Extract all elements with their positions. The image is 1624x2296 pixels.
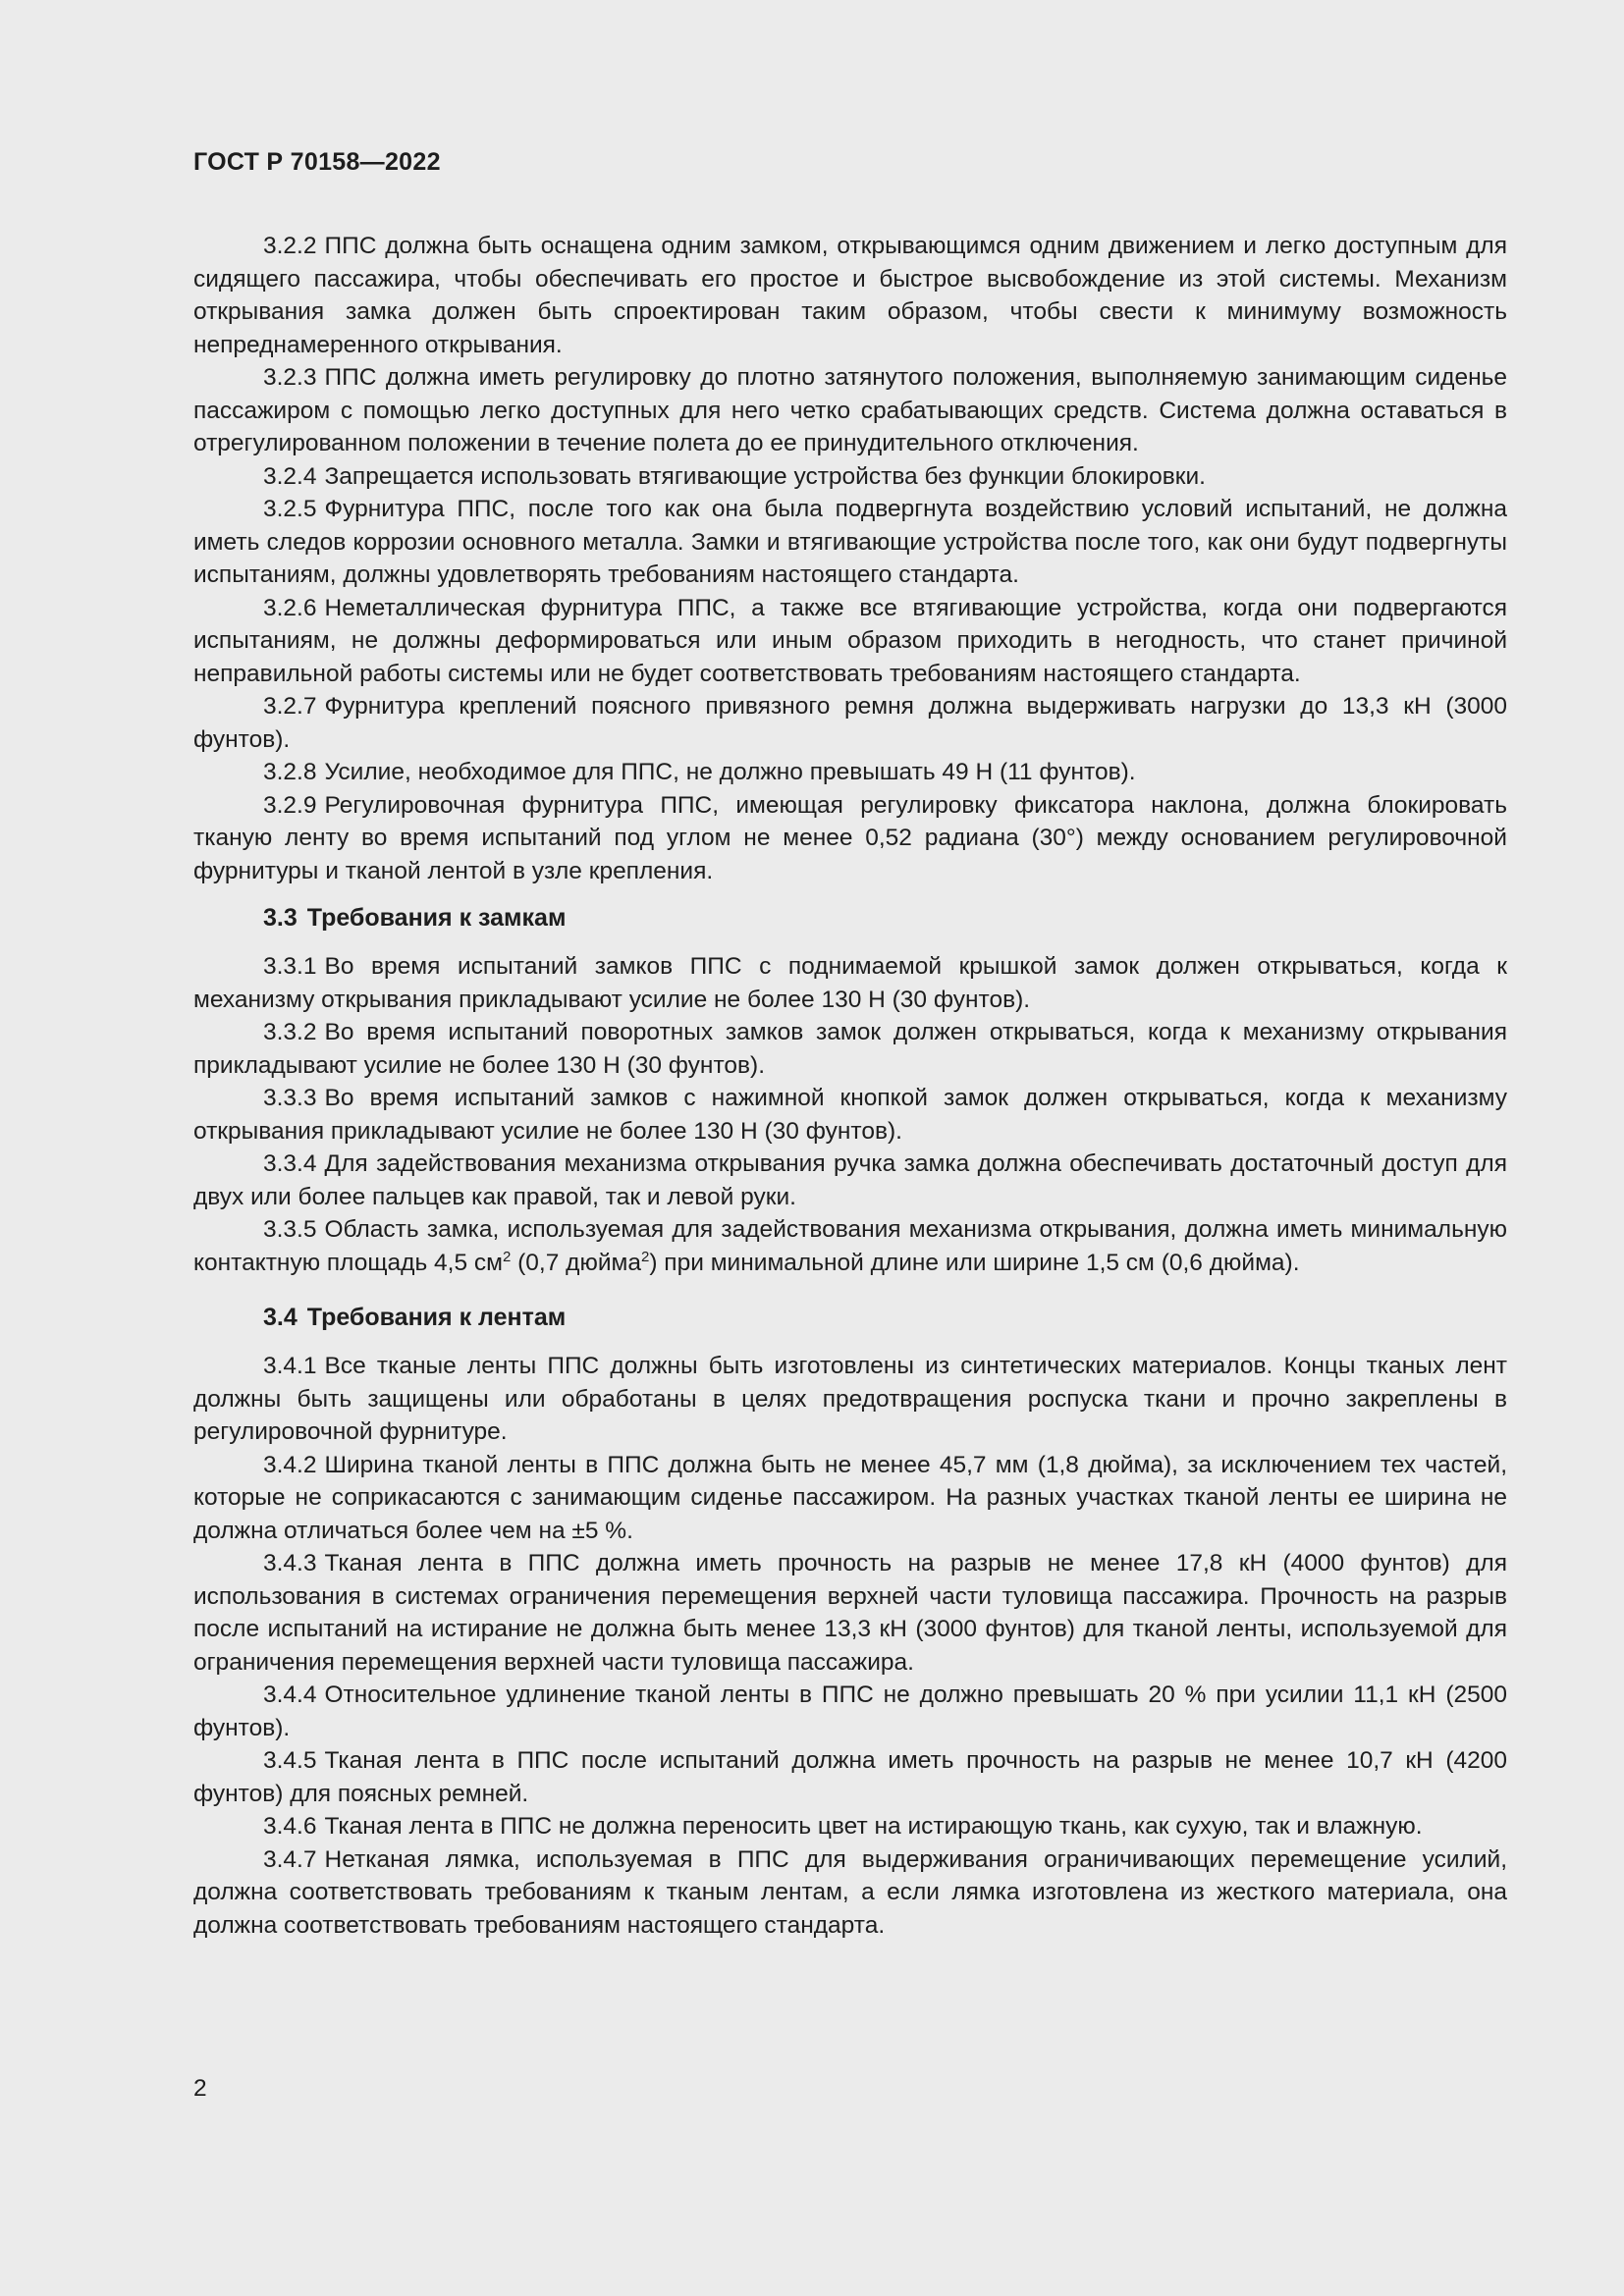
clause-3-2-7 bbox=[193, 690, 1507, 756]
clause-3-4-3 bbox=[193, 1547, 1507, 1679]
clause-number: 3.2.5 bbox=[263, 496, 317, 522]
clause-number: 3.2.8 bbox=[263, 759, 317, 785]
clause-text: Тканая лента в ППС не должна переносить цвет на истирающую ткань, как сухую, так и влажную. bbox=[324, 1813, 1423, 1840]
clause-number: 3.4.7 bbox=[263, 1845, 317, 1873]
section-title: Требования к лентам bbox=[306, 1304, 567, 1331]
clause-number: 3.4.1 bbox=[263, 1353, 317, 1379]
clause-text: Фурнитура ППС, после того как она была подвергнута воздействию условий испытаний, не должна иметь следов коррозии основного металла. Замки и втягивающие устройства после того, как они будут подвергнуты испытаниям, должны удовлетворять требованиям настоящего стандарта. bbox=[193, 496, 1507, 588]
clause-text: Ширина тканой ленты в ППС должна быть не менее 45,7 мм (1,8 дюйма), за исключением тех частей, которые не соприкасаются с занимающим сиденье пассажиром. На разных участках тканой ленты ее ширина не должна отличаться более чем на ±5 %. bbox=[193, 1451, 1507, 1544]
clause-3-4-1 bbox=[193, 1350, 1507, 1449]
clause-number: 3.4.2 bbox=[263, 1451, 317, 1478]
clause-text: Усилие, необходимое для ППС, не должно превышать 49 Н (11 фунтов). bbox=[324, 759, 1136, 785]
clause-3-2-5 bbox=[193, 493, 1507, 592]
clause-3-3-3 bbox=[193, 1082, 1507, 1148]
clause-text: ППС должна иметь регулировку до плотно затянутого положения, выполняемую занимающим сиденье пассажиром с помощью легко доступных для него четко срабатывающих средств. Система должна оставаться в отрегулированном положении в течение полета до ее принудительного отключения. bbox=[193, 364, 1507, 456]
superscript: 2 bbox=[502, 1248, 512, 1265]
clause-text: Во время испытаний замков ППС с поднимаемой крышкой замок должен открываться, когда к механизму открывания прикладывают усилие не более 130 Н (30 фунтов). bbox=[193, 953, 1507, 1013]
document-body bbox=[193, 230, 1507, 1942]
clause-number: 3.4.3 bbox=[263, 1550, 317, 1576]
clause-number: 3.3.1 bbox=[263, 953, 317, 980]
section-number: 3.4 bbox=[263, 1304, 298, 1331]
clause-3-2-8 bbox=[193, 756, 1507, 789]
section-number: 3.3 bbox=[263, 904, 298, 932]
clause-number: 3.4.5 bbox=[263, 1747, 317, 1774]
clause-text: Во время испытаний поворотных замков замок должен открываться, когда к механизму открывания прикладывают усилие не более 130 Н (30 фунтов). bbox=[193, 1019, 1507, 1079]
clause-3-3-4 bbox=[193, 1148, 1507, 1213]
document-page bbox=[193, 145, 1507, 1942]
clause-3-2-3 bbox=[193, 361, 1507, 460]
section-heading-3-4 bbox=[193, 1301, 1507, 1334]
clause-text: Тканая лента в ППС после испытаний должна иметь прочность на разрыв не менее 10,7 кН (4200 фунтов) для поясных ремней. bbox=[193, 1747, 1507, 1807]
clause-text: Тканая лента в ППС должна иметь прочность на разрыв не менее 17,8 кН (4000 фунтов) для использования в системах ограничения перемещения верхней части туловища пассажира. Прочность на разрыв после испытаний на истирание не должна быть менее 13,3 кН (3000 фунтов) для тканой ленты, используемой для ограничения перемещения верхней части туловища пассажира. bbox=[193, 1550, 1507, 1676]
clause-3-3-5 bbox=[193, 1213, 1507, 1279]
section-heading-3-3 bbox=[193, 901, 1507, 934]
document-header: ГОСТ Р 70158—2022 bbox=[193, 148, 441, 176]
clause-3-3-2 bbox=[193, 1016, 1507, 1082]
clause-text: Регулировочная фурнитура ППС, имеющая регулировку фиксатора наклона, должна блокировать тканую ленту во время испытаний под углом не менее 0,52 радиана (30°) между основанием регулировочной фурнитуры и тканой лентой в узле крепления. bbox=[193, 791, 1507, 884]
clause-number: 3.2.6 bbox=[263, 594, 317, 621]
clause-text: Для задействования механизма открывания ручка замка должна обеспечивать достаточный доступ для двух или более пальцев как правой, так и левой руки. bbox=[193, 1150, 1507, 1210]
clause-text: Нетканая лямка, используемая в ППС для выдерживания ограничивающих перемещение усилий, должна соответствовать требованиям к тканым лентам, а если лямка изготовлена из жесткого материала, она должна соответствовать требованиям настоящего стандарта. bbox=[193, 1845, 1507, 1939]
clause-number: 3.3.2 bbox=[263, 1019, 317, 1045]
clause-number: 3.2.3 bbox=[263, 364, 317, 391]
clause-number: 3.3.4 bbox=[263, 1150, 317, 1177]
clause-text-b: (0,7 дюйма bbox=[511, 1249, 641, 1276]
clause-number: 3.2.4 bbox=[263, 462, 317, 490]
clause-text: Относительное удлинение тканой ленты в ППС не должно превышать 20 % при усилии 11,1 кН (2500 фунтов). bbox=[193, 1682, 1507, 1741]
clause-text: Во время испытаний замков с нажимной кнопкой замок должен открываться, когда к механизму открывания прикладывают усилие не более 130 Н (30 фунтов). bbox=[193, 1085, 1507, 1145]
clause-text-a: Область замка, используемая для задействования механизма открывания, должна иметь минимальную контактную площадь 4,5 см bbox=[193, 1216, 1507, 1276]
clause-text-c: ) при минимальной длине или ширине 1,5 см (0,6 дюйма). bbox=[649, 1249, 1300, 1276]
clause-3-2-6 bbox=[193, 592, 1507, 691]
clause-3-2-2 bbox=[193, 230, 1507, 361]
clause-text: Неметаллическая фурнитура ППС, а также все втягивающие устройства, когда они подвергаются испытаниям, не должны деформироваться или иным образом приходить в негодность, что станет причиной неправильной работы системы или не будет соответствовать требованиям настоящего стандарта. bbox=[193, 594, 1507, 687]
clause-number: 3.2.7 bbox=[263, 693, 317, 720]
clause-3-4-5 bbox=[193, 1744, 1507, 1810]
clause-number: 3.2.9 bbox=[263, 791, 317, 819]
clause-text: ППС должна быть оснащена одним замком, открывающимся одним движением и легко доступным для сидящего пассажира, чтобы обеспечивать его простое и быстрое высвобождение из этой системы. Механизм открывания замка должен быть спроектирован таким образом, чтобы свести к минимуму возможность непреднамеренного открывания. bbox=[193, 233, 1507, 358]
page-number: 2 bbox=[193, 2075, 207, 2102]
clause-3-4-6 bbox=[193, 1810, 1507, 1843]
clause-3-2-9 bbox=[193, 789, 1507, 888]
clause-number: 3.4.4 bbox=[263, 1682, 317, 1708]
clause-text: Все тканые ленты ППС должны быть изготовлены из синтетических материалов. Концы тканых лент должны быть защищены или обработаны в целях предотвращения роспуска ткани и прочно закреплены в регулировочной фурнитуре. bbox=[193, 1353, 1507, 1445]
section-title: Требования к замкам bbox=[306, 904, 567, 932]
clause-text: Запрещается использовать втягивающие устройства без функции блокировки. bbox=[324, 462, 1206, 490]
clause-text: Фурнитура креплений поясного привязного ремня должна выдерживать нагрузки до 13,3 кН (3000 фунтов). bbox=[193, 693, 1507, 753]
clause-3-2-4 bbox=[193, 460, 1507, 494]
superscript: 2 bbox=[641, 1248, 650, 1265]
clause-number: 3.4.6 bbox=[263, 1813, 317, 1840]
clause-number: 3.3.5 bbox=[263, 1216, 317, 1243]
clause-3-4-7 bbox=[193, 1843, 1507, 1943]
clause-3-4-4 bbox=[193, 1679, 1507, 1744]
clause-number: 3.2.2 bbox=[263, 233, 317, 259]
clause-3-3-1 bbox=[193, 950, 1507, 1016]
clause-3-4-2 bbox=[193, 1449, 1507, 1548]
clause-number: 3.3.3 bbox=[263, 1085, 317, 1111]
